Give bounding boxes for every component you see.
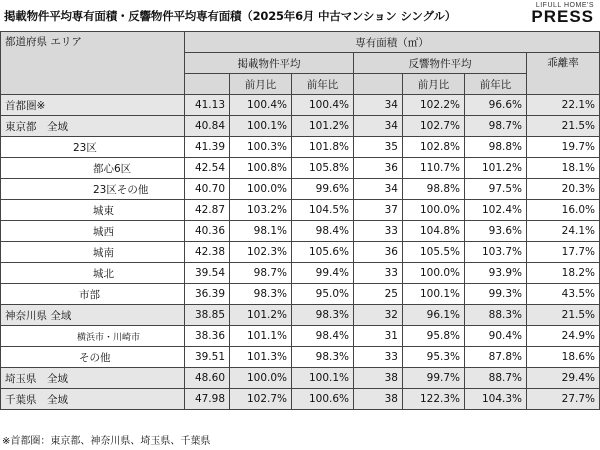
listing-yoy-cell: 98.4% bbox=[292, 326, 354, 347]
response-mom-cell: 96.1% bbox=[403, 305, 465, 326]
area-name-cell: 23区 bbox=[1, 137, 185, 158]
listing-yoy-cell: 105.8% bbox=[292, 158, 354, 179]
divergence-cell: 22.1% bbox=[527, 95, 600, 116]
listing-avg-cell: 42.87 bbox=[185, 200, 230, 221]
listing-avg-cell: 38.85 bbox=[185, 305, 230, 326]
divergence-cell: 27.7% bbox=[527, 389, 600, 410]
listing-mom-cell: 98.1% bbox=[230, 221, 292, 242]
divergence-cell: 18.2% bbox=[527, 263, 600, 284]
divergence-cell: 16.0% bbox=[527, 200, 600, 221]
brand-logo bbox=[531, 2, 594, 25]
listing-mom-cell: 100.3% bbox=[230, 137, 292, 158]
listing-mom-cell: 103.2% bbox=[230, 200, 292, 221]
listing-avg-cell: 41.39 bbox=[185, 137, 230, 158]
table-row bbox=[1, 137, 600, 158]
listing-yoy-cell: 101.8% bbox=[292, 137, 354, 158]
listing-avg-cell: 40.36 bbox=[185, 221, 230, 242]
response-mom-cell: 102.2% bbox=[403, 95, 465, 116]
response-yoy-cell: 99.3% bbox=[465, 284, 527, 305]
area-name-cell: 首都圏※ bbox=[1, 95, 185, 116]
response-yoy-cell: 88.3% bbox=[465, 305, 527, 326]
divergence-cell: 24.1% bbox=[527, 221, 600, 242]
response-avg-cell: 34 bbox=[354, 95, 403, 116]
listing-avg-cell: 39.51 bbox=[185, 347, 230, 368]
listing-mom-cell: 100.0% bbox=[230, 368, 292, 389]
response-yoy-cell: 87.8% bbox=[465, 347, 527, 368]
response-avg-header bbox=[354, 74, 403, 95]
area-name-cell: 城北 bbox=[1, 263, 185, 284]
logo-top-text: LIFULL HOME'S bbox=[535, 2, 594, 9]
table-row bbox=[1, 200, 600, 221]
response-avg-cell: 38 bbox=[354, 389, 403, 410]
divergence-cell: 19.7% bbox=[527, 137, 600, 158]
listing-yoy-cell: 100.6% bbox=[292, 389, 354, 410]
response-yoy-header: 前年比 bbox=[465, 74, 527, 95]
listing-avg-cell: 48.60 bbox=[185, 368, 230, 389]
table-row bbox=[1, 158, 600, 179]
area-name-cell: 埼玉県 全域 bbox=[1, 368, 185, 389]
response-avg-cell: 25 bbox=[354, 284, 403, 305]
response-mom-cell: 104.8% bbox=[403, 221, 465, 242]
listing-yoy-cell: 98.3% bbox=[292, 347, 354, 368]
area-name-cell: 都心6区 bbox=[1, 158, 185, 179]
response-yoy-cell: 98.7% bbox=[465, 116, 527, 137]
listing-yoy-cell: 105.6% bbox=[292, 242, 354, 263]
area-name-cell: 市部 bbox=[1, 284, 185, 305]
listing-avg-cell: 39.54 bbox=[185, 263, 230, 284]
response-avg-cell: 35 bbox=[354, 137, 403, 158]
table-row bbox=[1, 242, 600, 263]
listing-header: 掲載物件平均 bbox=[185, 53, 354, 74]
listing-yoy-cell: 104.5% bbox=[292, 200, 354, 221]
divergence-cell: 18.6% bbox=[527, 347, 600, 368]
table-row bbox=[1, 263, 600, 284]
response-avg-cell: 34 bbox=[354, 179, 403, 200]
response-yoy-cell: 97.5% bbox=[465, 179, 527, 200]
response-mom-cell: 100.0% bbox=[403, 200, 465, 221]
header-row-1 bbox=[1, 32, 600, 53]
listing-mom-cell: 101.2% bbox=[230, 305, 292, 326]
response-yoy-cell: 102.4% bbox=[465, 200, 527, 221]
response-mom-cell: 102.7% bbox=[403, 116, 465, 137]
response-avg-cell: 33 bbox=[354, 263, 403, 284]
listing-mom-cell: 100.0% bbox=[230, 179, 292, 200]
response-avg-cell: 34 bbox=[354, 116, 403, 137]
listing-mom-cell: 101.3% bbox=[230, 347, 292, 368]
table-body bbox=[1, 95, 600, 410]
area-name-cell: 千葉県 全域 bbox=[1, 389, 185, 410]
response-mom-cell: 99.7% bbox=[403, 368, 465, 389]
divergence-cell: 17.7% bbox=[527, 242, 600, 263]
area-name-cell: 城西 bbox=[1, 221, 185, 242]
response-avg-cell: 31 bbox=[354, 326, 403, 347]
listing-mom-cell: 98.7% bbox=[230, 263, 292, 284]
listing-avg-cell: 38.36 bbox=[185, 326, 230, 347]
divergence-cell: 43.5% bbox=[527, 284, 600, 305]
response-mom-cell: 100.0% bbox=[403, 263, 465, 284]
listing-avg-cell: 40.70 bbox=[185, 179, 230, 200]
listing-avg-cell: 47.98 bbox=[185, 389, 230, 410]
listing-yoy-cell: 99.4% bbox=[292, 263, 354, 284]
table-row bbox=[1, 389, 600, 410]
response-mom-cell: 105.5% bbox=[403, 242, 465, 263]
divergence-cell: 29.4% bbox=[527, 368, 600, 389]
divergence-cell: 21.5% bbox=[527, 116, 600, 137]
listing-avg-cell: 36.39 bbox=[185, 284, 230, 305]
area-name-cell: 横浜市・川崎市 bbox=[1, 326, 185, 347]
response-yoy-cell: 101.2% bbox=[465, 158, 527, 179]
response-mom-cell: 110.7% bbox=[403, 158, 465, 179]
response-yoy-cell: 96.6% bbox=[465, 95, 527, 116]
listing-mom-cell: 100.4% bbox=[230, 95, 292, 116]
response-avg-cell: 37 bbox=[354, 200, 403, 221]
listing-yoy-cell: 98.3% bbox=[292, 305, 354, 326]
response-yoy-cell: 103.7% bbox=[465, 242, 527, 263]
response-yoy-cell: 88.7% bbox=[465, 368, 527, 389]
listing-mom-cell: 101.1% bbox=[230, 326, 292, 347]
area-name-cell: 23区その他 bbox=[1, 179, 185, 200]
table-row bbox=[1, 326, 600, 347]
response-mom-cell: 98.8% bbox=[403, 179, 465, 200]
response-avg-cell: 33 bbox=[354, 221, 403, 242]
listing-yoy-header: 前年比 bbox=[292, 74, 354, 95]
listing-yoy-cell: 101.2% bbox=[292, 116, 354, 137]
divergence-cell: 20.3% bbox=[527, 179, 600, 200]
listing-avg-cell: 41.13 bbox=[185, 95, 230, 116]
response-mom-header: 前月比 bbox=[403, 74, 465, 95]
listing-mom-cell: 100.1% bbox=[230, 116, 292, 137]
page-title: 掲載物件平均専有面積・反響物件平均専有面積（2025年6月 中古マンション シングル） bbox=[4, 9, 457, 23]
divergence-cell: 24.9% bbox=[527, 326, 600, 347]
response-mom-cell: 102.8% bbox=[403, 137, 465, 158]
response-avg-cell: 38 bbox=[354, 368, 403, 389]
area-table bbox=[0, 31, 600, 410]
listing-avg-cell: 42.54 bbox=[185, 158, 230, 179]
table-row bbox=[1, 347, 600, 368]
area-name-cell: 東京都 全域 bbox=[1, 116, 185, 137]
group-header: 専有面積（㎡） bbox=[185, 32, 600, 53]
divergence-cell: 18.1% bbox=[527, 158, 600, 179]
table-row bbox=[1, 305, 600, 326]
response-yoy-cell: 90.4% bbox=[465, 326, 527, 347]
response-mom-cell: 95.3% bbox=[403, 347, 465, 368]
listing-avg-cell: 42.38 bbox=[185, 242, 230, 263]
response-avg-cell: 36 bbox=[354, 158, 403, 179]
listing-mom-cell: 100.8% bbox=[230, 158, 292, 179]
response-avg-cell: 36 bbox=[354, 242, 403, 263]
response-mom-cell: 95.8% bbox=[403, 326, 465, 347]
listing-yoy-cell: 100.4% bbox=[292, 95, 354, 116]
logo-bottom-text: PRESS bbox=[531, 7, 594, 26]
listing-avg-header bbox=[185, 74, 230, 95]
area-name-cell: 城東 bbox=[1, 200, 185, 221]
listing-yoy-cell: 99.6% bbox=[292, 179, 354, 200]
listing-mom-cell: 98.3% bbox=[230, 284, 292, 305]
divergence-header: 乖離率 bbox=[527, 53, 600, 95]
response-yoy-cell: 98.8% bbox=[465, 137, 527, 158]
response-header: 反響物件平均 bbox=[354, 53, 527, 74]
area-name-cell: 城南 bbox=[1, 242, 185, 263]
listing-yoy-cell: 100.1% bbox=[292, 368, 354, 389]
response-avg-cell: 33 bbox=[354, 347, 403, 368]
response-yoy-cell: 93.6% bbox=[465, 221, 527, 242]
listing-yoy-cell: 95.0% bbox=[292, 284, 354, 305]
listing-mom-cell: 102.7% bbox=[230, 389, 292, 410]
listing-mom-cell: 102.3% bbox=[230, 242, 292, 263]
table-row bbox=[1, 116, 600, 137]
table-row bbox=[1, 221, 600, 242]
response-yoy-cell: 93.9% bbox=[465, 263, 527, 284]
listing-yoy-cell: 98.4% bbox=[292, 221, 354, 242]
listing-mom-header: 前月比 bbox=[230, 74, 292, 95]
table-row bbox=[1, 368, 600, 389]
area-name-cell: その他 bbox=[1, 347, 185, 368]
response-yoy-cell: 104.3% bbox=[465, 389, 527, 410]
response-avg-cell: 32 bbox=[354, 305, 403, 326]
response-mom-cell: 100.1% bbox=[403, 284, 465, 305]
area-header: 都道府県 エリア bbox=[1, 32, 185, 95]
footnote: ※首都圏：東京都、神奈川県、埼玉県、千葉県 bbox=[2, 436, 211, 447]
response-mom-cell: 122.3% bbox=[403, 389, 465, 410]
table-row bbox=[1, 179, 600, 200]
table-row bbox=[1, 284, 600, 305]
divergence-cell: 21.5% bbox=[527, 305, 600, 326]
area-name-cell: 神奈川県 全域 bbox=[1, 305, 185, 326]
table-row bbox=[1, 95, 600, 116]
listing-avg-cell: 40.84 bbox=[185, 116, 230, 137]
